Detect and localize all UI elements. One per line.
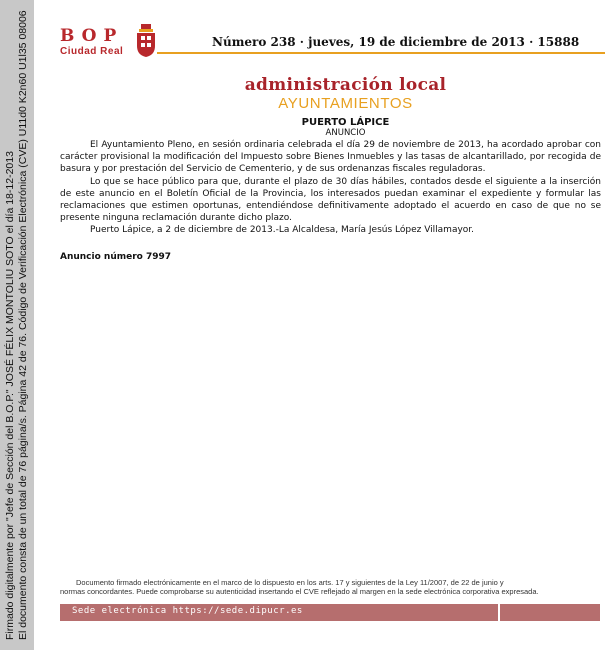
section-title: administración local [244,75,447,95]
municipality-heading: PUERTO LÁPICE [301,117,390,128]
announcement-number: Anuncio número 7997 [60,252,172,262]
footer-note [60,578,601,596]
footer-note-line: normas concordantes. Puede comprobarse su autenticidad insertando el CVE reflejado al margen en la sede electrónica corporativa expresada. [60,587,539,596]
header-divider [157,52,605,54]
footer-bar [60,604,600,621]
bop-logo-text: BOP [60,26,124,46]
issue-info: Número 238 · jueves, 19 de diciembre de 2013 · 15888 [212,35,580,49]
notice-body [60,139,601,237]
ciudad-real-label: Ciudad Real [60,46,124,57]
signature-paragraph: Puerto Lápice, a 2 de diciembre de 2013.-La Alcaldesa, María Jesús López Villamayor. [90,225,475,236]
verification-line: El documento consta de un total de 76 página/s. Página 42 de 76. Código de Verificación Electrónica (CVE) U11d0 K2n60 U1l35 08006 [17,10,29,640]
section-subtitle: AYUNTAMIENTOS [278,95,413,112]
coat-of-arms-icon [135,24,157,58]
body-paragraph: Lo que se hace público para que, durante el plazo de 30 días hábiles, contados desde el siguiente a la inserción de este anuncio en el Boletín Oficial de la Provincia, los interesados puedan examinar el expediente y formular las reclamaciones que estimen oportunas, entendiéndose definitivamente adoptado el acuerdo en caso de que no se presente ninguna reclamación durante dicho plazo. [60,176,601,224]
signature-line: Firmado digitalmente por "Jefe de Sección del B.O.P." JOSÉ FÉLIX MONTOLIU SOTO el día 18-12-2013 [4,151,16,640]
body-paragraph: El Ayuntamiento Pleno, en sesión ordinaria celebrada el día 29 de noviembre de 2013, ha acordado aprobar con carácter provisional la modificación del Impuesto sobre Bienes Inmuebles y las tasas de alcantarillado, por recogida de basura y por prestación del Servicio de Cementerio, y de sus ordenanzas fiscales reguladoras. [60,140,601,175]
notice-label: ANUNCIO [325,128,366,138]
signature-sidebar [0,0,34,650]
sede-link[interactable]: Sede electrónica https://sede.dipucr.es [72,606,303,616]
footer-divider [498,604,500,621]
page-header [60,22,605,62]
footer-note-line: Documento firmado electrónicamente en el marco de lo dispuesto en los arts. 17 y siguientes de la Ley 11/2007, de 22 de junio y [76,578,504,587]
